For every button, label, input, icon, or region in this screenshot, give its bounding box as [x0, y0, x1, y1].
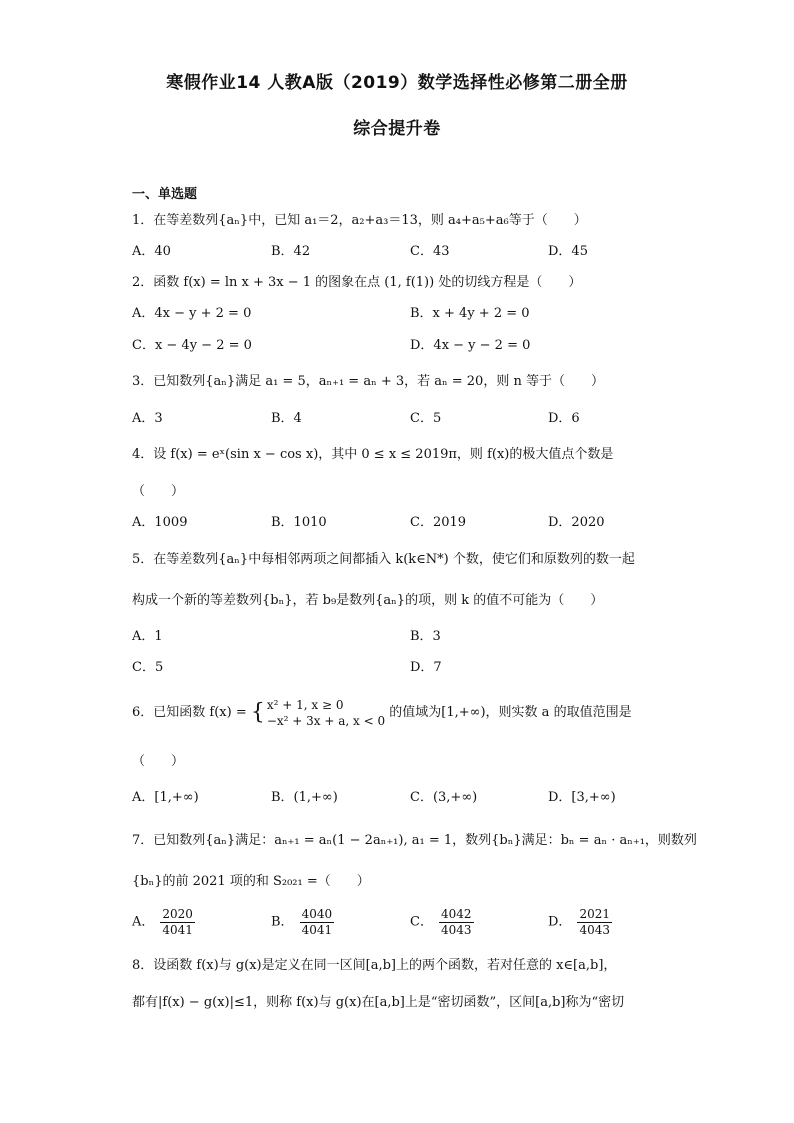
numerator: 2021 — [579, 907, 610, 921]
question-1-option-b: B．42 — [271, 244, 311, 259]
question-5-option-d: D．7 — [410, 660, 442, 675]
option-a-label: A． — [132, 914, 155, 930]
question-7-stem-line2: {bₙ}的前 2021 项的和 S₂₀₂₁ =（ ） — [132, 874, 370, 889]
piecewise-case-1: x² + 1, x ≥ 0 — [266, 698, 344, 712]
question-7-stem-line1: 7．已知数列{aₙ}满足：aₙ₊₁ = aₙ(1 − 2aₙ₊₁), a₁ = 1，数列{bₙ}满足：bₙ = aₙ · aₙ₊₁，则数列 — [132, 833, 697, 848]
question-3-option-d: D．6 — [548, 411, 580, 426]
question-6-stem — [132, 697, 632, 729]
question-1-option-c: C．43 — [410, 244, 450, 259]
denominator: 4041 — [301, 923, 333, 937]
question-6-prefix: 6．已知函数 f(x) = — [132, 705, 247, 720]
piecewise-cases — [267, 697, 385, 729]
question-4-option-a: A．1009 — [132, 515, 188, 530]
fraction — [300, 907, 335, 938]
denominator: 4043 — [579, 923, 610, 937]
question-7-option-d — [548, 907, 612, 938]
question-7-option-a — [132, 907, 195, 938]
question-7-option-c — [410, 907, 474, 938]
question-2-option-d: D．4x − y − 2 = 0 — [410, 338, 531, 353]
question-2-option-a: A．4x − y + 2 = 0 — [132, 306, 252, 321]
question-1-option-a: A．40 — [132, 244, 171, 259]
question-4-stem: 4．设 f(x) = eˣ(sin x − cos x)，其中 0 ≤ x ≤ 2019π，则 f(x)的极大值点个数是 — [132, 447, 614, 462]
piecewise-case-2: −x² + 3x + a, x < 0 — [266, 714, 386, 728]
option-b-label: B． — [271, 914, 294, 930]
question-2-option-c: C．x − 4y − 2 = 0 — [132, 338, 252, 353]
question-4-option-b: B．1010 — [271, 515, 327, 530]
question-3-option-c: C．5 — [410, 411, 442, 426]
question-8-stem-line1: 8．设函数 f(x)与 g(x)是定义在同一区间[a,b]上的两个函数，若对任意的 x∈[a,b]， — [132, 958, 617, 973]
question-6-option-a: A．[1,+∞) — [132, 790, 199, 805]
option-c-label: C． — [410, 914, 433, 930]
fraction — [160, 907, 195, 938]
question-6-answer-blank: （ ） — [132, 754, 185, 769]
option-d-label: D． — [548, 914, 572, 930]
question-6-option-b: B．(1,+∞) — [271, 790, 338, 805]
question-5-option-b: B．3 — [410, 629, 441, 644]
question-3-option-b: B．4 — [271, 411, 302, 426]
question-1-stem: 1．在等差数列{aₙ}中，已知 a₁＝2，a₂+a₃＝13，则 a₄+a₅+a₆等于（ ） — [132, 213, 587, 228]
numerator: 2020 — [162, 907, 193, 921]
question-4-answer-blank: （ ） — [132, 484, 185, 499]
question-3-stem: 3．已知数列{aₙ}满足 a₁ = 5，aₙ₊₁ = aₙ + 3，若 aₙ = 20，则 n 等于（ ） — [132, 374, 604, 389]
question-8-stem-line2: 都有|f(x) − g(x)|≤1，则称 f(x)与 g(x)在[a,b]上是“密切函数”，区间[a,b]称为“密切 — [132, 995, 625, 1010]
question-6-option-d: D．[3,+∞) — [548, 790, 616, 805]
question-7-option-b — [271, 907, 334, 938]
question-1-option-d: D．45 — [548, 244, 588, 259]
question-6-option-c: C．(3,+∞) — [410, 790, 478, 805]
fraction — [577, 907, 612, 938]
document-title-line1: 寒假作业14 人教A版（2019）数学选择性必修第二册全册 — [166, 73, 628, 93]
question-2-option-b: B．x + 4y + 2 = 0 — [410, 306, 530, 321]
question-6-suffix: 的值域为[1,+∞)，则实数 a 的取值范围是 — [389, 705, 632, 720]
question-5-option-c: C．5 — [132, 660, 164, 675]
fraction — [439, 907, 474, 938]
question-4-option-d: D．2020 — [548, 515, 605, 530]
question-5-stem-line1: 5．在等差数列{aₙ}中每相邻两项之间都插入 k(k∈N*) 个数，使它们和原数列的数一起 — [132, 552, 635, 567]
denominator: 4041 — [162, 923, 193, 937]
brace-symbol: { — [250, 700, 265, 725]
question-5-stem-line2: 构成一个新的等差数列{bₙ}，若 b₉是数列{aₙ}的项，则 k 的值不可能为（ ） — [132, 593, 604, 608]
numerator: 4042 — [440, 907, 472, 921]
question-4-option-c: C．2019 — [410, 515, 467, 530]
document-title-line2: 综合提升卷 — [353, 119, 441, 139]
question-3-option-a: A．3 — [132, 411, 163, 426]
numerator: 4040 — [301, 907, 333, 921]
denominator: 4043 — [440, 923, 472, 937]
question-5-option-a: A．1 — [132, 629, 163, 644]
section-heading: 一、单选题 — [132, 187, 198, 202]
question-2-stem: 2．函数 f(x) = ln x + 3x − 1 的图象在点 (1, f(1)) 处的切线方程是（ ） — [132, 275, 582, 290]
